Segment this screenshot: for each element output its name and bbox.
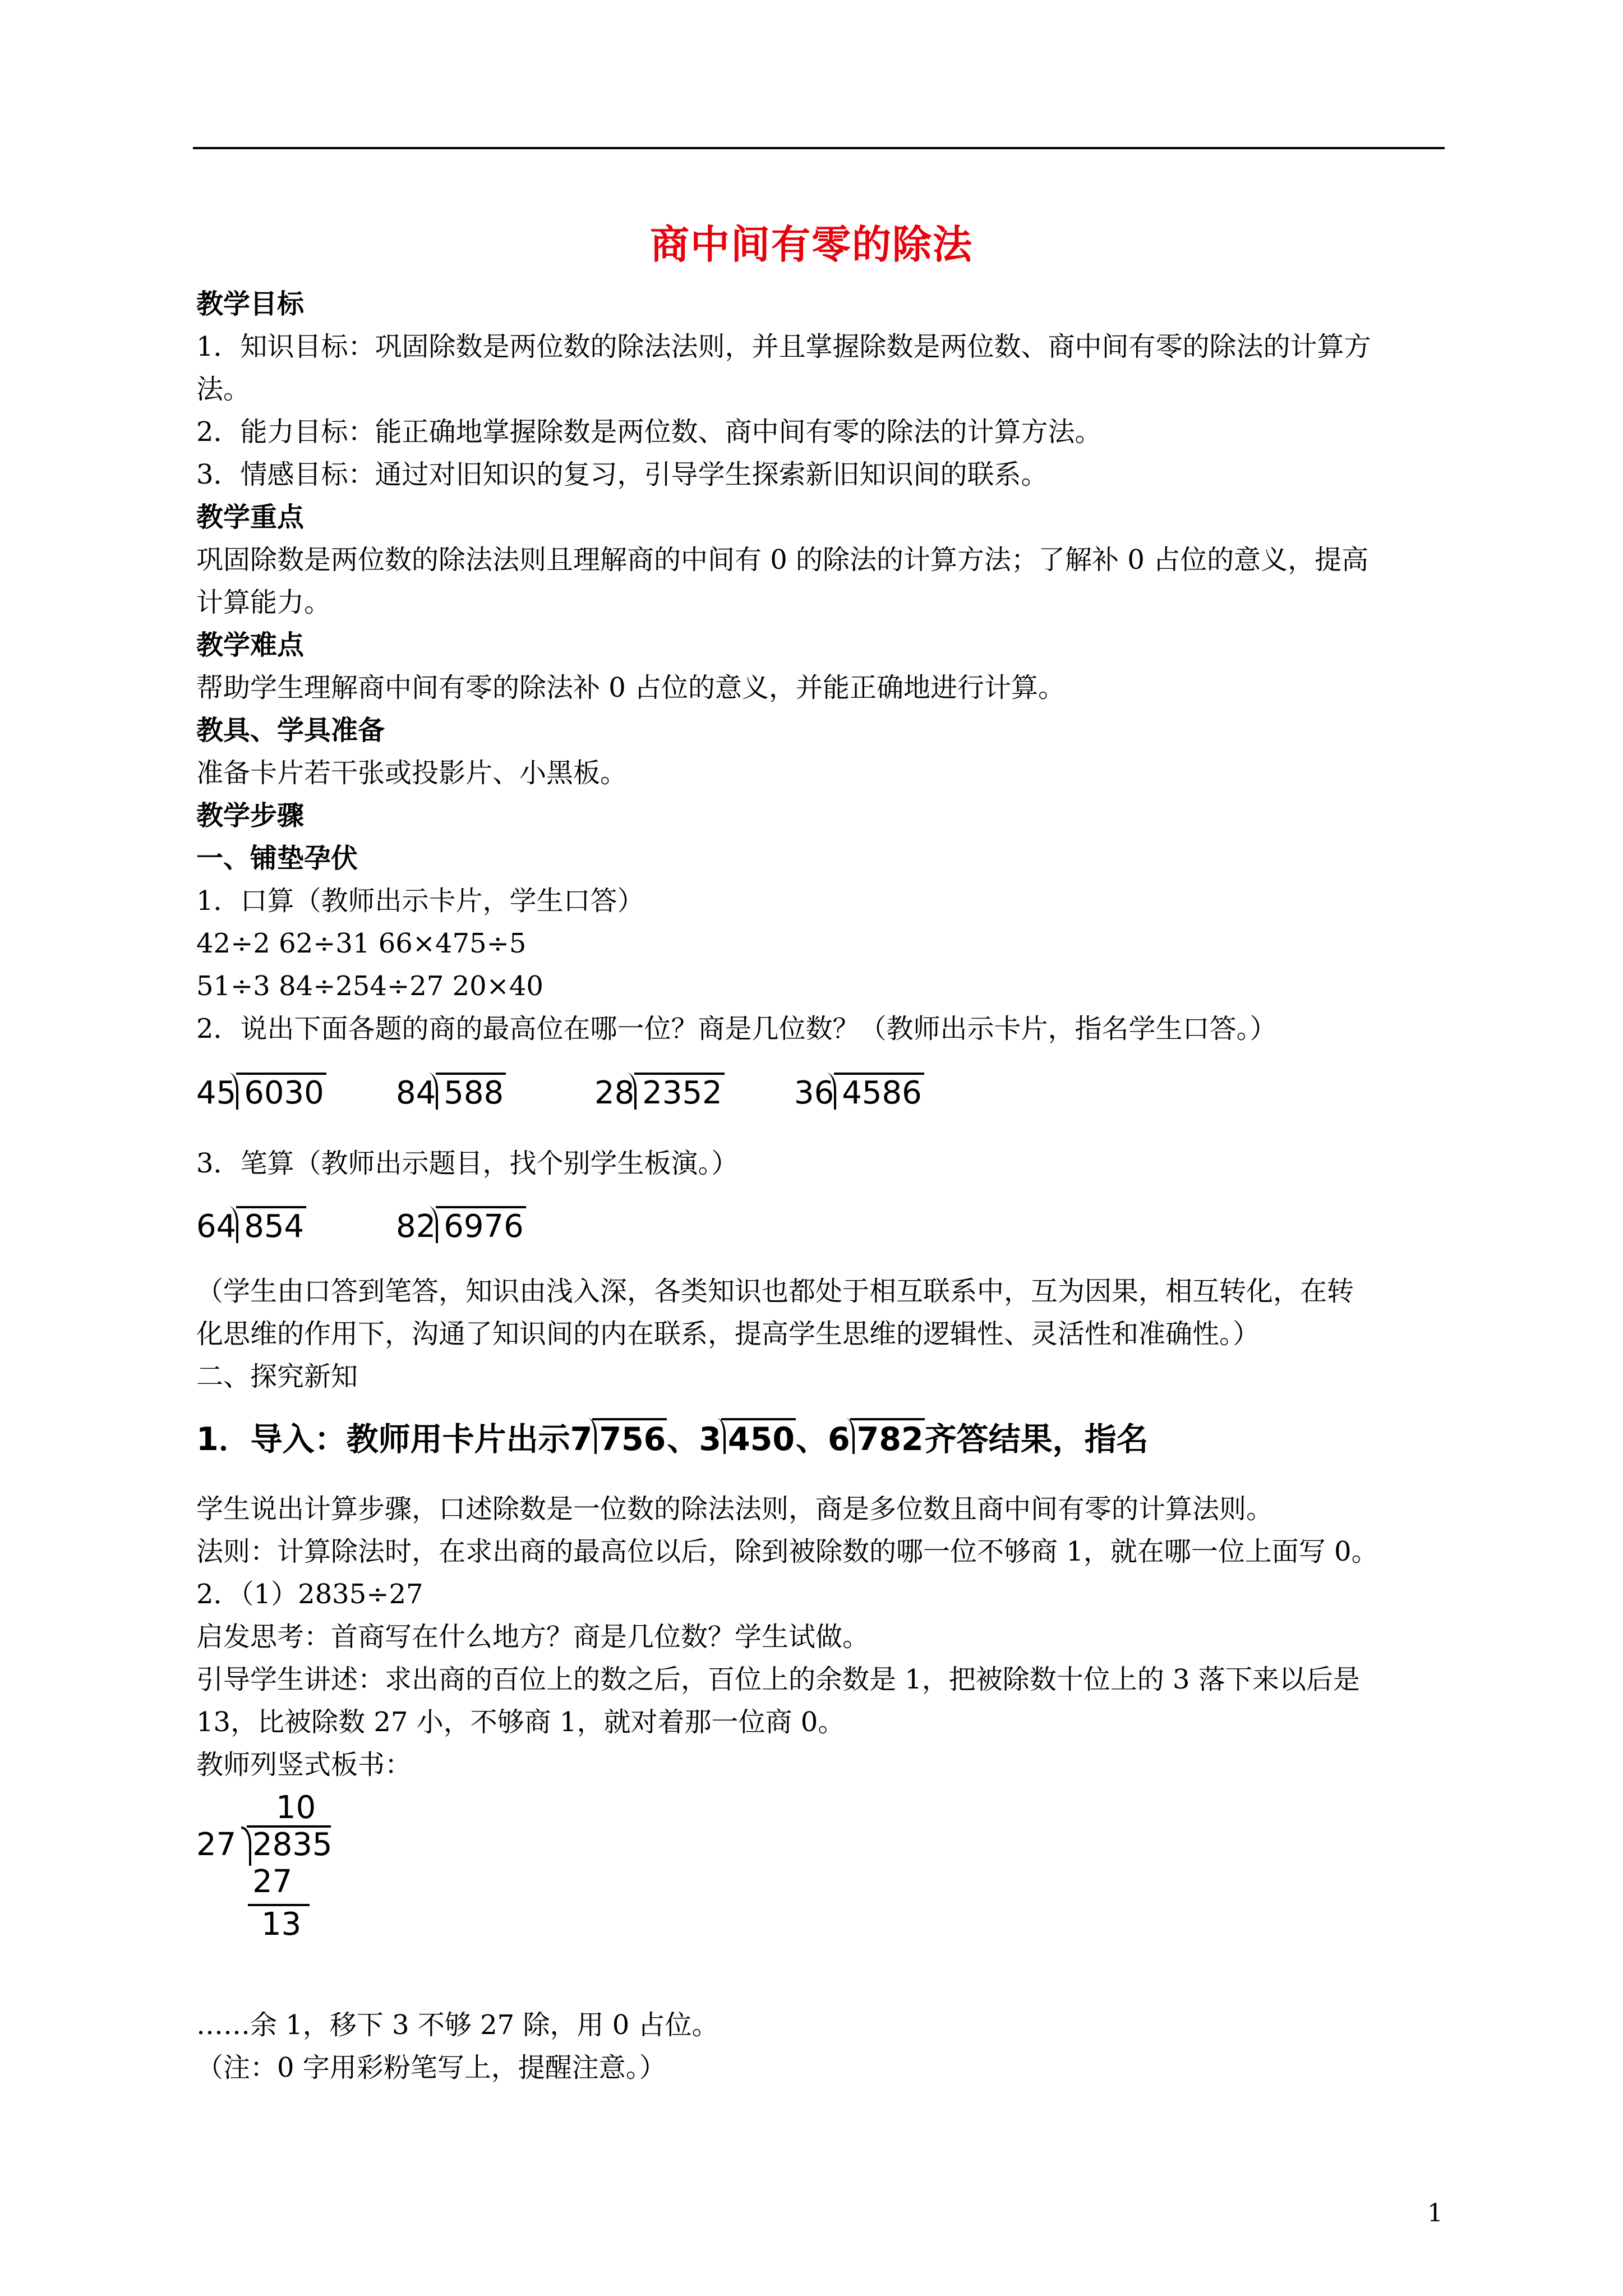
remainder-note: ……余 1，移下 3 不够 27 除，用 0 占位。 [196,2009,719,2041]
product: 27 [252,1864,293,1900]
dividend: 2835 [252,1826,333,1863]
tools-text: 准备卡片若干张或投影片、小黑板。 [196,757,628,789]
division-problem: 82 6976 [396,1206,526,1245]
key-points-line-a: 巩固除数是两位数的除法法则且理解商的中间有 0 的除法的计算方法；了解补 0 占位的意义，提高 [196,544,1369,576]
students-explain: 学生说出计算步骤，口述除数是一位数的除法法则，商是多位数且商中间有零的计算法则。 [196,1493,1274,1525]
rule-text: 法则：计算除法时，在求出商的最高位以后，除到被除数的哪一位不够商 1，就在哪一位上面写 0。 [196,1536,1378,1567]
note-line-a: （学生由口答到笔答，知识由浅入深，各类知识也都处于相互联系中，互为因果，相互转化，在转 [196,1276,1354,1307]
division-problem: 28 2352 [594,1073,725,1111]
intro-line: 1．导入：教师用卡片出示7 756、3 450、6 782齐答结果，指名 [196,1418,1149,1458]
division-problem: 6 782 [828,1418,925,1458]
page-number: 1 [1427,2199,1443,2228]
heading-tools: 教具、学具准备 [196,715,385,746]
heading-teaching-goals: 教学目标 [196,288,305,320]
chalk-note: （注：0 字用彩粉笔写上，提醒注意。） [196,2052,666,2083]
question-3: 3．笔算（教师出示题目，找个别学生板演。） [196,1148,739,1179]
heading-section-1: 一、铺垫孕伏 [196,843,358,874]
goal-2: 2．能力目标：能正确地掌握除数是两位数、商中间有零的除法的计算方法。 [196,416,1102,448]
prompt-thinking: 启发思考：首商写在什么地方？商是几位数？学生试做。 [196,1621,870,1653]
division-problem: 36 4586 [794,1073,924,1111]
goal-1-line-a: 1．知识目标：巩固除数是两位数的除法法则，并且掌握除数是两位数、商中间有零的除法的计算方 [196,331,1371,362]
goal-3: 3．情感目标：通过对旧知识的复习，引导学生探索新旧知识间的联系。 [196,459,1048,490]
heading-key-points: 教学重点 [196,501,305,533]
oral-calc-intro: 1．口算（教师出示卡片，学生口答） [196,885,644,917]
heading-teaching-steps: 教学步骤 [196,800,305,831]
remainder: 13 [261,1906,302,1943]
division-problem: 3 450 [699,1418,796,1458]
difficulties-text: 帮助学生理解商中间有零的除法补 0 占位的意义，并能正确地进行计算。 [196,672,1066,703]
heading-difficulties: 教学难点 [196,629,305,661]
division-bracket [241,1826,251,1866]
division-problem: 64 854 [196,1206,306,1245]
document-title: 商中间有零的除法 [650,221,973,268]
board-label: 教师列竖式板书： [196,1749,412,1780]
oral-calc-row-2: 51÷3 84÷254÷27 20×40 [196,970,543,1002]
heading-section-2: 二、探究新知 [196,1361,358,1392]
header-rule [193,147,1445,149]
division-problem: 84 588 [396,1073,506,1111]
goal-1-line-b: 法。 [196,374,251,405]
key-points-line-b: 计算能力。 [196,587,331,618]
question-2: 2．说出下面各题的商的最高位在哪一位？商是几位数？（教师出示卡片，指名学生口答。） [196,1013,1277,1045]
divisor: 27 [196,1826,237,1863]
guide-line-a: 引导学生讲述：求出商的百位上的数之后，百位上的余数是 1，把被除数十位上的 3 落下来以后是 [196,1664,1360,1695]
division-problem: 7 756 [570,1418,667,1458]
oral-calc-row-1: 42÷2 62÷31 66×475÷5 [196,928,527,959]
long-division-work [196,1789,336,1963]
guide-line-b: 13，比被除数 27 小，不够商 1，就对着那一位商 0。 [196,1706,845,1738]
example-2-1: 2．（1）2835÷27 [196,1579,423,1610]
note-line-b: 化思维的作用下，沟通了知识间的内在联系，提高学生思维的逻辑性、灵活性和准确性。） [196,1318,1260,1350]
division-problem: 45 6030 [196,1073,326,1111]
quotient: 10 [276,1789,316,1826]
